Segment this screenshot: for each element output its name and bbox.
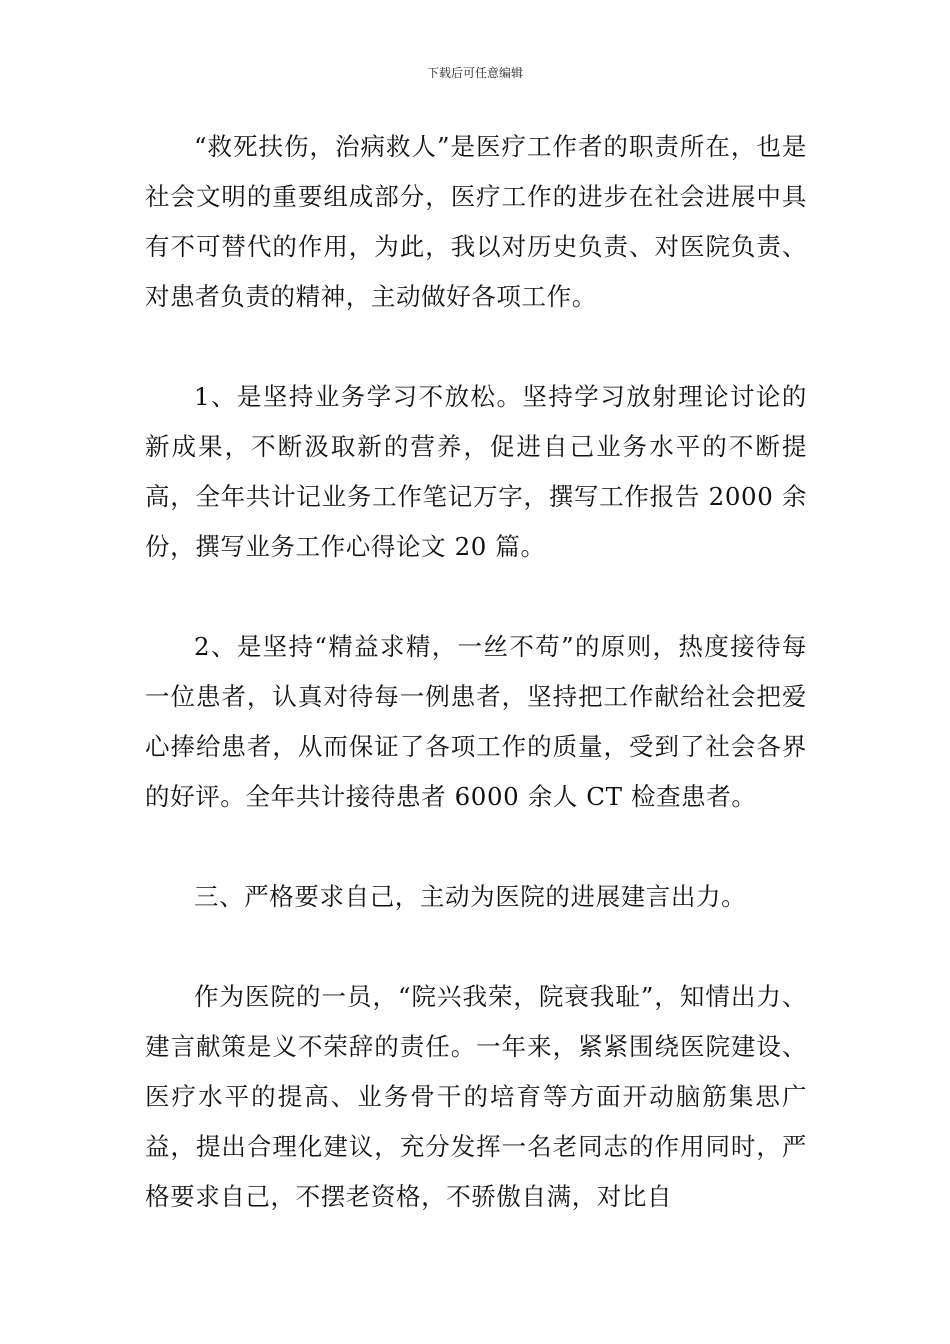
paragraph-item-1: 1、是坚持业务学习不放松。坚持学习放射理论讨论的新成果，不断汲取新的营养，促进自己业务水平的不断提高，全年共计记业务工作笔记万字，撰写工作报告 2000 余份，撰写业务工作心得论文 20 篇。 [145,382,807,561]
section-heading-3: 三、严格要求自己，主动为医院的进展建言出力。 [194,882,747,911]
document-body [145,122,807,1272]
paragraph-item-2: 2、是坚持“精益求精，一丝不苟”的原则，热度接待每一位患者，认真对待每一例患者，坚持把工作献给社会把爱心捧给患者，从而保证了各项工作的质量，受到了社会各界的好评。全年共计接待患者 6000 余人 CT 检查患者。 [145,632,807,811]
paragraph-section-3: 作为医院的一员，“院兴我荣，院衰我耻”，知情出力、建言献策是义不荣辞的责任。一年来，紧紧围绕医院建设、医疗水平的提高、业务骨干的培育等方面开动脑筋集思广益，提出合理化建议，充分发挥一名老同志的作用同时，严格要求自己，不摆老资格，不骄傲自满，对比自 [145,982,807,1211]
page-header: 下载后可任意编辑 [426,66,523,80]
paragraph-intro: “救死扶伤，治病救人”是医疗工作者的职责所在，也是社会文明的重要组成部分，医疗工作的进步在社会进展中具有不可替代的作用，为此，我以对历史负责、对医院负责、对患者负责的精神，主动做好各项工作。 [145,132,807,311]
